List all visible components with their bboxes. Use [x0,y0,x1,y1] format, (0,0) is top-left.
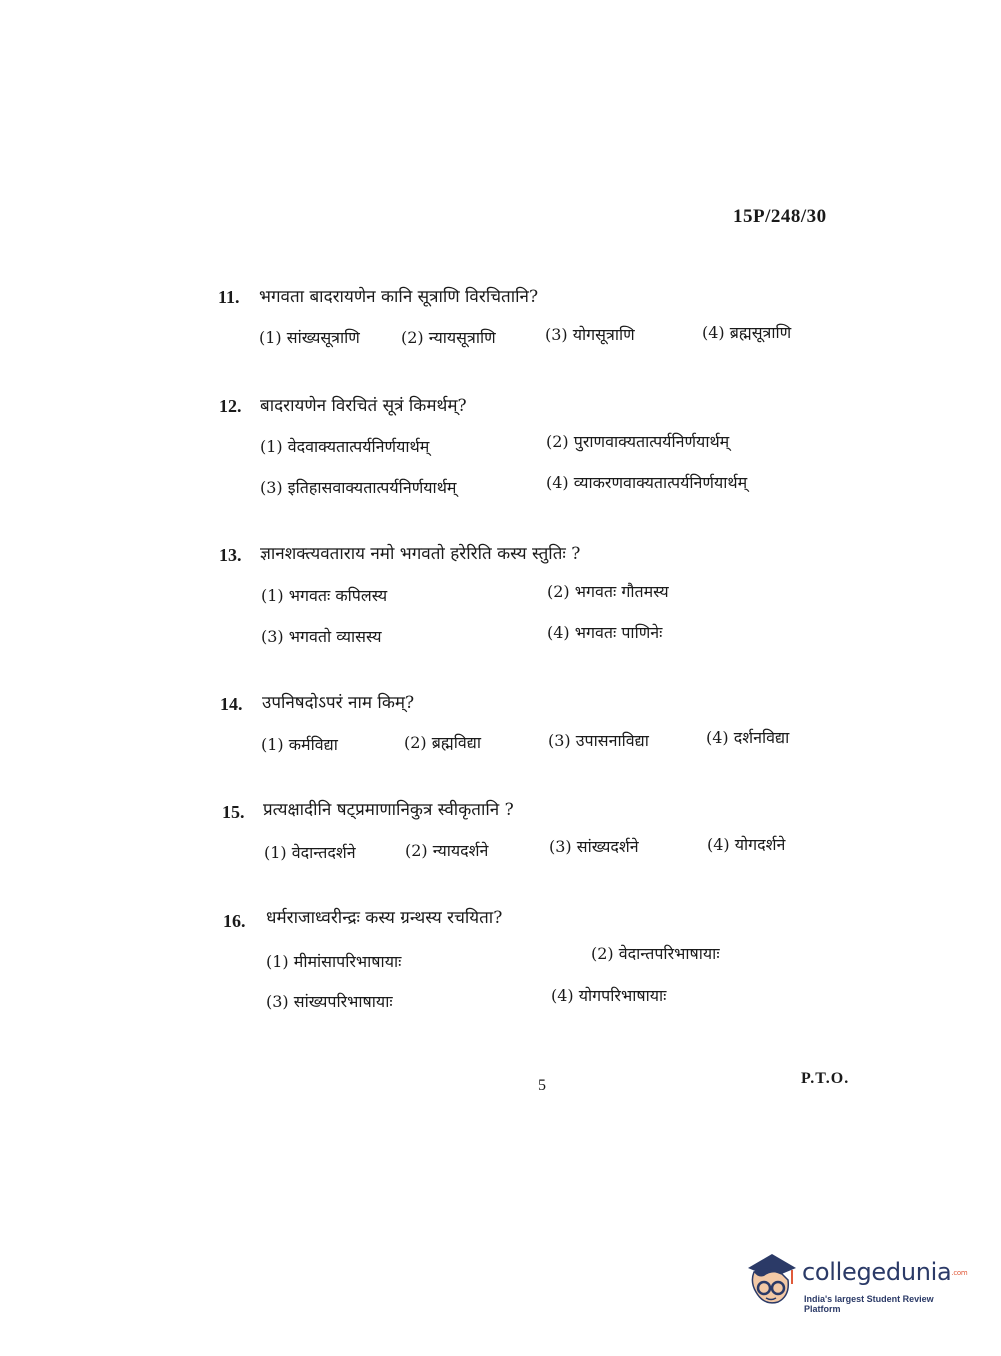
question-text: भगवता बादरायणेन कानि सूत्राणि विरचितानि? [259,287,539,307]
student-mascot-icon [742,1248,800,1312]
option: (2) न्यायसूत्राणि [401,328,496,347]
question-number: 13. [219,545,242,565]
option: (2) वेदान्तपरिभाषायाः [591,944,720,963]
option: (4) योगपरिभाषायाः [551,986,667,1005]
option: (2) ब्रह्मविद्या [404,733,481,752]
collegedunia-logo [742,1248,972,1318]
option: (1) कर्मविद्या [261,735,338,754]
logo-tagline: India's largest Student Review Platform [804,1294,934,1314]
option: (1) भगवतः कपिलस्य [261,586,388,605]
option: (3) सांख्यपरिभाषायाः [266,992,393,1011]
option: (1) वेदान्तदर्शने [264,843,356,862]
pto-label: P.T.O. [801,1070,850,1087]
option: (3) इतिहासवाक्यतात्पर्यनिर्णयार्थम् [260,478,457,497]
option: (4) ब्रह्मसूत्राणि [702,323,792,342]
logo-wordmark: collegedunia [802,1258,952,1286]
option: (2) भगवतः गौतमस्य [547,582,669,601]
question-number: 16. [223,911,246,931]
question-number: 14. [220,694,243,714]
option: (3) उपासनाविद्या [548,731,649,750]
question-text: बादरायणेन विरचितं सूत्रं किमर्थम्? [260,396,467,416]
option: (2) पुराणवाक्यतात्पर्यनिर्णयार्थम् [546,432,730,451]
paper-code: 15P/248/30 [733,206,827,227]
option: (1) मीमांसापरिभाषायाः [266,952,402,971]
option: (2) न्यायदर्शने [405,841,489,860]
option: (3) सांख्यदर्शने [549,837,639,856]
option: (1) सांख्यसूत्राणि [259,328,360,347]
option: (4) व्याकरणवाक्यतात्पर्यनिर्णयार्थम् [546,473,748,492]
question-text: प्रत्यक्षादीनि षट्प्रमाणानिकुत्र स्वीकृतानि ? [263,800,514,820]
question-number: 12. [219,396,242,416]
option: (3) भगवतो व्यासस्य [261,627,382,646]
question-text: ज्ञानशक्त्यवताराय नमो भगवतो हरेरिति कस्य स्तुतिः ? [260,544,581,564]
question-number: 15. [222,802,245,822]
option: (4) भगवतः पाणिनेः [547,623,663,642]
question-text: उपनिषदोऽपरं नाम किम्? [262,693,415,713]
page-number: 5 [538,1077,546,1094]
question-text: धर्मराजाध्वरीन्द्रः कस्य ग्रन्थस्य रचयिता? [266,908,503,928]
logo-suffix: .com [951,1269,968,1277]
option: (1) वेदवाक्यतात्पर्यनिर्णयार्थम् [260,437,430,456]
option: (4) योगदर्शने [707,835,786,854]
option: (4) दर्शनविद्या [706,728,790,747]
question-number: 11. [218,287,240,307]
option: (3) योगसूत्राणि [545,325,635,344]
